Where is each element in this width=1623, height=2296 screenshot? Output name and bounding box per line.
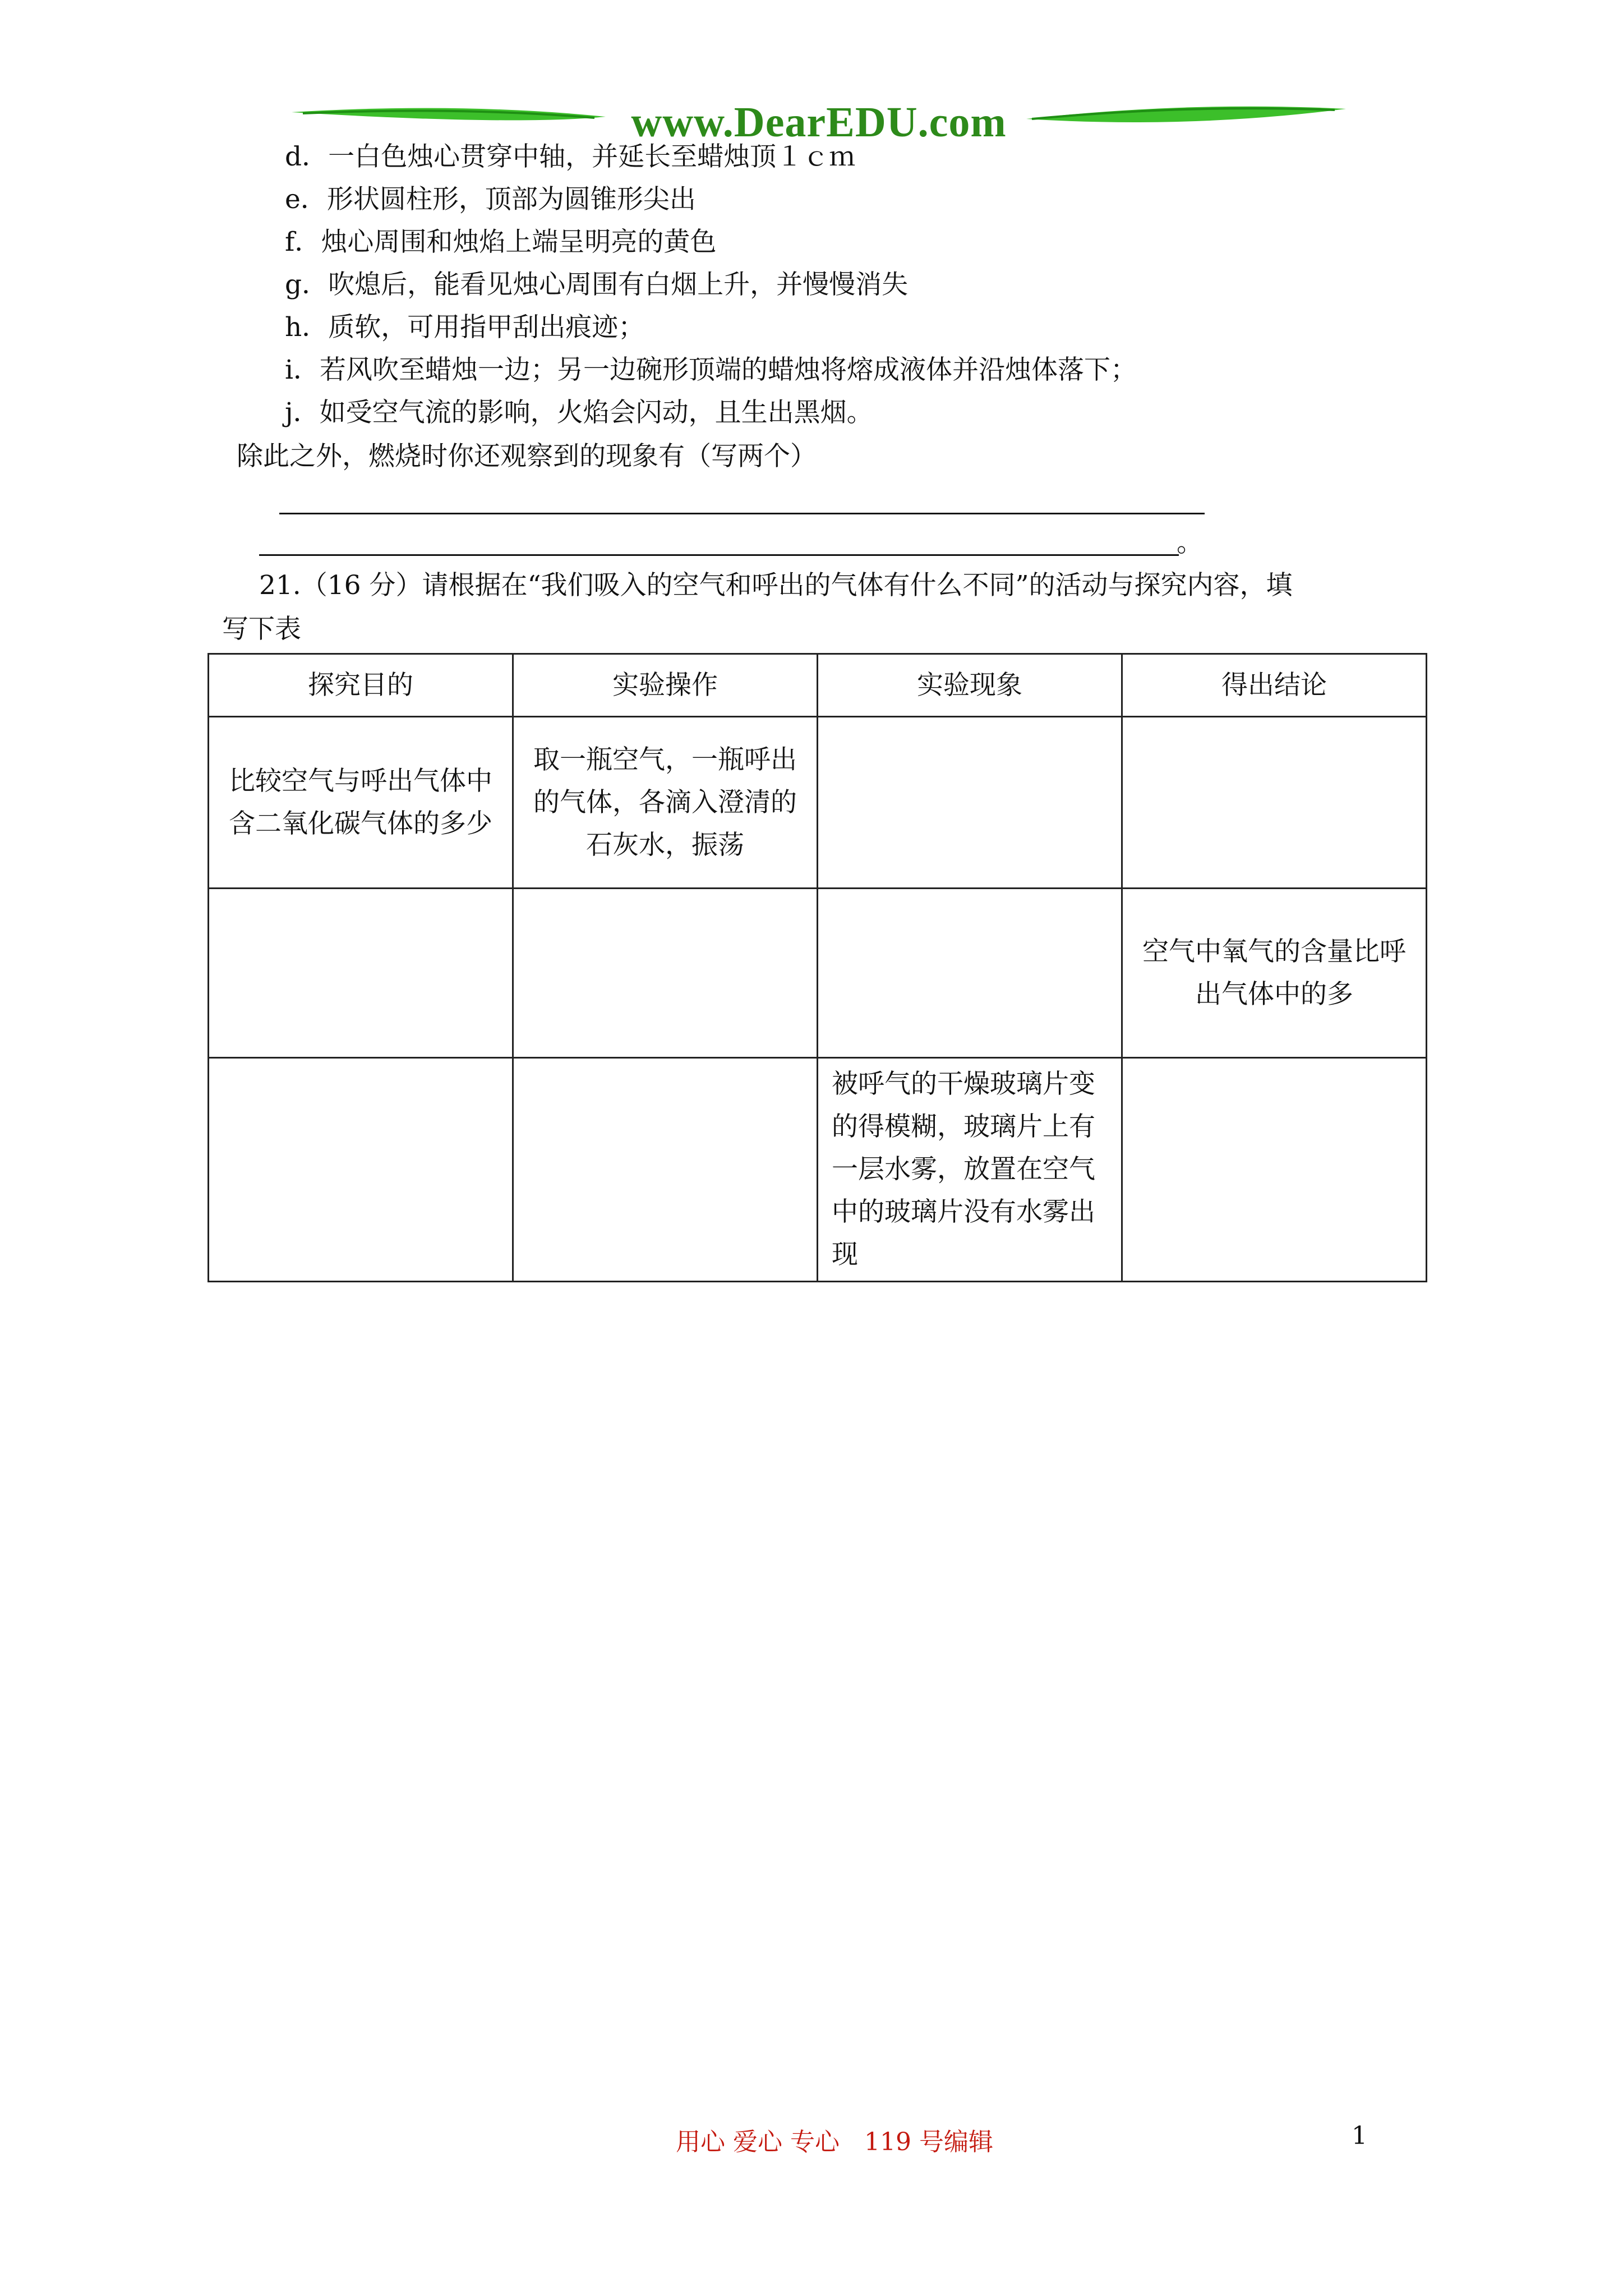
answer-end-mark: 。 [1177,527,1203,558]
header-cell-conclusion: 得出结论 [1122,654,1427,717]
list-item-g: g．吹熄后，能看见烛心周围有白烟上升，并慢慢消失 [285,269,909,300]
list-item-e: e．形状圆柱形，顶部为圆锥形尖出 [285,184,696,215]
list-item-h: h．质软，可用指甲刮出痕迹； [285,312,645,343]
observation-prompt: 除此之外，燃烧时你还观察到的现象有（写两个） [237,441,817,472]
header-cell-phenomenon: 实验现象 [818,654,1122,717]
question-21-text-cont: 写下表 [222,614,301,645]
header-cell-purpose: 探究目的 [209,654,513,717]
header-cell-operation: 实验操作 [513,654,818,717]
experiment-table [208,653,1427,1282]
table-cell: 取一瓶空气，一瓶呼出的气体，各滴入澄清的石灰水，振荡 [513,717,818,889]
table-cell: 空气中氧气的含量比呼出气体中的多 [1122,889,1427,1058]
table-header-row [209,654,1427,717]
table-cell-blank[interactable] [1122,1058,1427,1282]
site-header-banner [292,96,1346,147]
table-cell-blank[interactable] [209,889,513,1058]
answer-line-2[interactable] [259,554,1179,556]
page-number: 1 [1352,2122,1367,2150]
table-row [209,889,1427,1058]
list-item-i: i．若风吹至蜡烛一边；另一边碗形顶端的蜡烛将熔成液体并沿烛体落下； [285,355,1137,385]
site-url[interactable]: www.DearEDU.com [631,99,1007,146]
list-item-d: d．一白色烛心贯穿中轴，并延长至蜡烛顶１ｃｍ [285,141,856,172]
table-cell: 被呼气的干燥玻璃片变的得模糊，玻璃片上有一层水雾，放置在空气中的玻璃片没有水雾出现 [818,1058,1122,1282]
table-row [209,1058,1427,1282]
table-cell-blank[interactable] [1122,717,1427,889]
table-cell-blank[interactable] [818,717,1122,889]
question-21-text: 21.（16 分）请根据在“我们吸入的空气和呼出的气体有什么不同”的活动与探究内容，填 [259,570,1293,601]
table-cell-blank[interactable] [818,889,1122,1058]
list-item-j: j．如受空气流的影响，火焰会闪动，且生出黑烟。 [285,397,873,428]
table-cell-blank[interactable] [513,1058,818,1282]
table-cell: 比较空气与呼出气体中含二氧化碳气体的多少 [209,717,513,889]
list-item-f: f．烛心周围和烛焰上端呈明亮的黄色 [285,227,717,257]
table-cell-blank[interactable] [513,889,818,1058]
table-cell-blank[interactable] [209,1058,513,1282]
footer-credit: 用心 爱心 专心 119 号编辑 [676,2128,993,2156]
answer-line-1[interactable] [279,513,1205,514]
table-row [209,717,1427,889]
